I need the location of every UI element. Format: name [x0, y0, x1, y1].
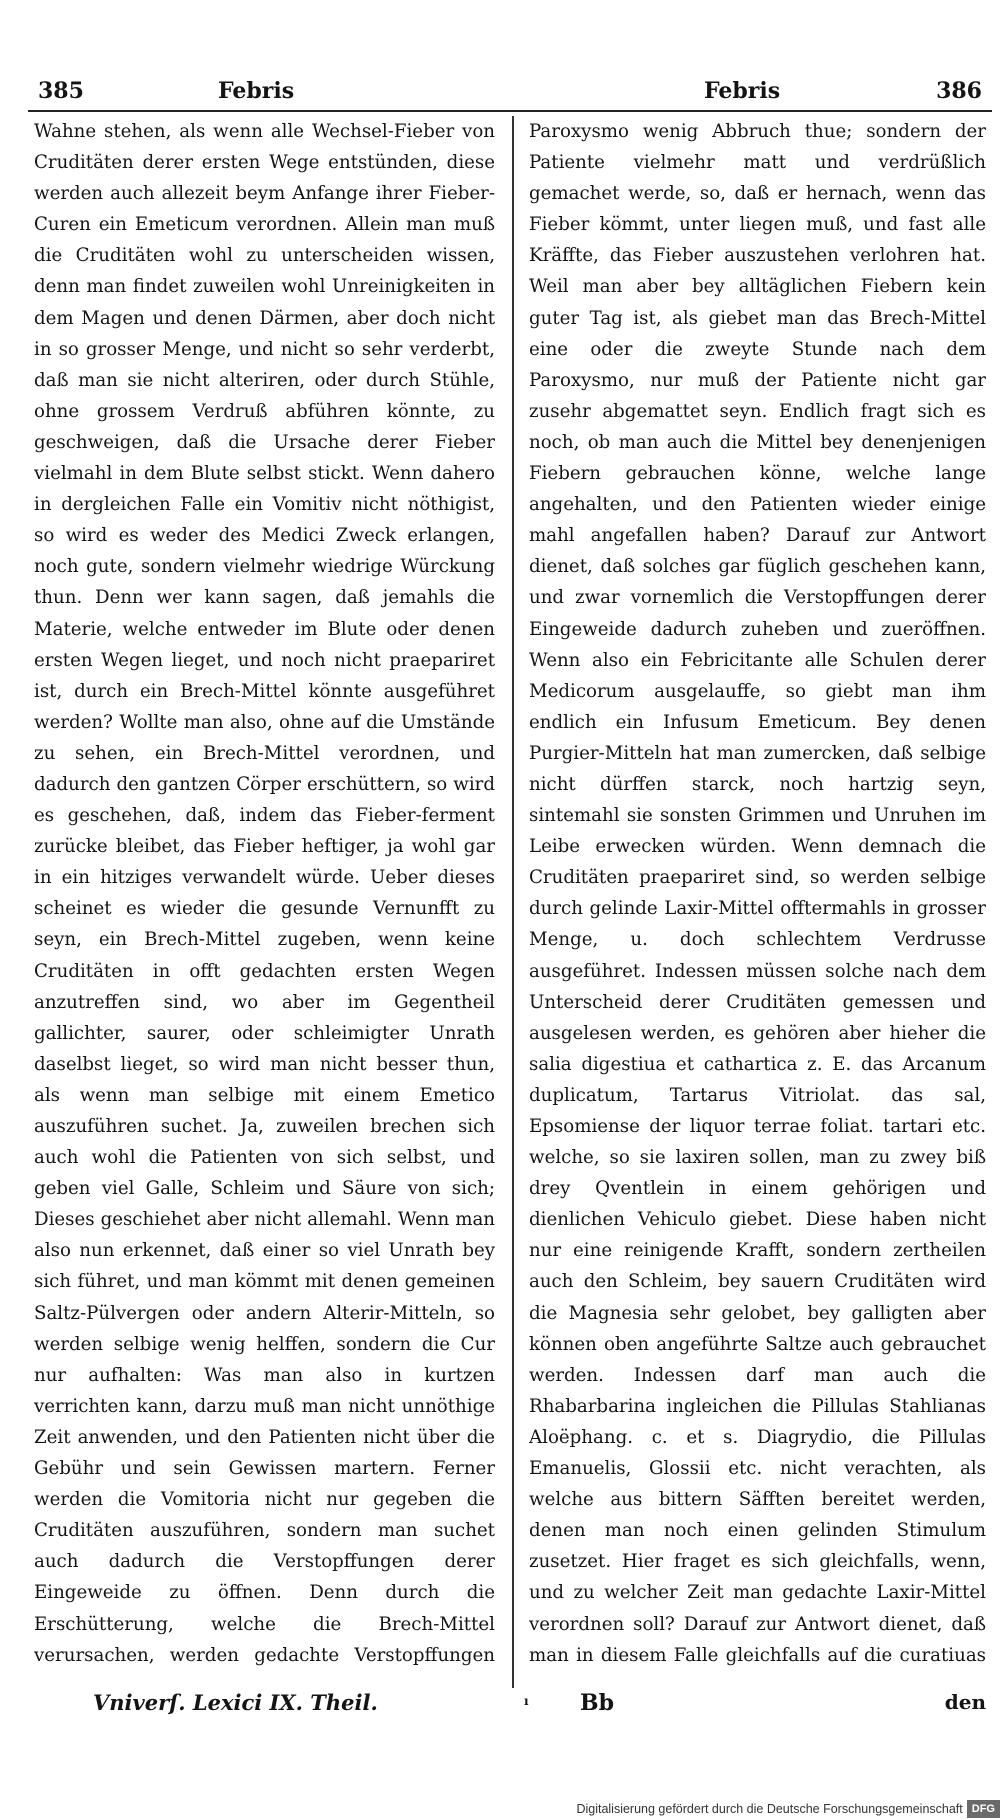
- headword-left: Febris: [218, 78, 295, 104]
- book-page: [28, 72, 992, 1792]
- column-right-text: Paroxysmo wenig Abbruch thue; sondern der Patiente vielmehr matt und verdrüßlich gemachet werde, so, daß er hernach, wenn das Fieber kömmt, unter liegen muß, und fast alle Kräffte, das Fieber auszustehen verlohren hat. Weil man aber bey alltäglichen Fiebern kein guter Tag ist, als giebet man das Brech-Mittel eine oder die zweyte Stunde nach dem Paroxysmo, nur muß der Patiente nicht gar zusehr abgemattet seyn. Endlich fragt sich es noch, ob man auch die Mittel bey denenjenigen Fiebern gebrauchen könne, welche lange angehalten, und den Patienten wieder einige mahl angefallen haben? Darauf zur Antwort dienet, daß solches gar füglich geschehen kann, und zwar vornemlich die Verstopffungen derer Eingeweide dadurch zuheben und zueröffnen. Wenn also ein Febricitante alle Schulen derer Medicorum ausgelauffe, so giebt man ihm endlich ein Infusum Emeticum. Bey denen Purgier-Mitteln hat man zumercken, daß selbige nicht dürffen starck, noch hartzig seyn, sintemahl sie sonsten Grimmen und Unruhen im Leibe erwecken würden. Wenn demnach die Cruditäten praepariret sind, so werden selbige durch gelinde Laxir-Mittel offtermahls in grosser Menge, u. doch schlechtem Verdrusse ausgeführet. Indessen müssen solche nach dem Unterscheid derer Cruditäten gemessen und ausgelesen werden, es gehören aber hieher die salia digestiua et cathartica z. E. das Arcanum duplicatum, Tartarus Vitriolat. das sal, Epsomiense der liquor terrae foliat. tartari etc. welche, so sie laxiren sollen, man zu zwey biß drey Qventlein in einem gehörigen und dienlichen Vehiculo giebet. Diese haben nicht nur eine reinigende Krafft, sondern zertheilen auch den Schleim, bey sauern Cruditäten wird die Magnesia sehr gelobet, bey galligten aber können oben angeführte Saltze auch gebrauchet werden. Indessen darf man auch die Rhabarbarina ingleichen die Pillulas Stahlianas Aloëphang. c. et s. Diagrydio, die Pillulas Emanuelis, Glossii etc. nicht verachten, als welche aus bittern Säfften bereitet werden, denen man noch einen gelinden Stimulum zusetzet. Hier fraget es sich gleichfalls, wenn, und zu welcher Zeit man gedachte Laxir-Mittel verordnen soll? Darauf zur Antwort dienet, daß man in diesem Falle gleichfalls auf die curatiuas: [529, 121, 986, 1666]
- page-number-left: 385: [38, 78, 84, 104]
- signature-mark: Bb: [580, 1690, 614, 1716]
- text-column-left: [34, 116, 495, 1672]
- credit-text: Digitalisierung gefördert durch die Deutsche Forschungsgemeinschaft: [576, 1802, 963, 1816]
- catchword: den: [944, 1690, 986, 1714]
- page-header: [28, 72, 992, 110]
- footer-mark: ı: [524, 1694, 529, 1708]
- header-rule: [28, 110, 992, 112]
- digitization-credit: [576, 1798, 1000, 1820]
- column-divider: [512, 116, 514, 1688]
- dfg-logo-icon: DFG: [967, 1800, 1000, 1818]
- text-column-right: [529, 116, 986, 1672]
- signature-line: Vniverſ. Lexici IX. Theil.: [93, 1690, 378, 1715]
- page-footer: [28, 1688, 992, 1728]
- headword-right: Febris: [704, 78, 781, 104]
- page-number-right: 386: [936, 78, 982, 104]
- column-left-text: Wahne stehen, als wenn alle Wechsel-Fieber von Cruditäten derer ersten Wege entstünden, diese werden auch allezeit beym Anfange ihrer Fieber-Curen ein Emeticum verordnen. Allein man muß die Cruditäten wohl zu unterscheiden wissen, denn man findet zuweilen wohl Unreinigkeiten in dem Magen und denen Därmen, aber doch nicht in so grosser Menge, und nicht so sehr verderbt, daß man sie nicht alteriren, oder durch Stühle, ohne grossem Verdruß abführen könnte, zu geschweigen, daß die Ursache derer Fieber vielmahl in dem Blute selbst stickt. Wenn dahero in dergleichen Falle ein Vomitiv nicht nöthigist, so wird es weder des Medici Zweck erlangen, noch gute, sondern vielmehr wiedrige Würckung thun. Denn wer kann sagen, daß jemahls die Materie, welche entweder im Blute oder denen ersten Wegen lieget, und noch nicht praepariret ist, durch ein Brech-Mittel könnte ausgeführet werden? Wollte man also, ohne auf die Umstände zu sehen, ein Brech-Mittel verordnen, und dadurch den gantzen Cörper erschüttern, so wird es geschehen, daß, indem das Fieber-ferment zurücke bleibet, das Fieber heftiger, ja wohl gar in ein hitziges verwandelt würde. Ueber dieses scheinet es wieder die gesunde Vernunfft zu seyn, ein Brech-Mittel zugeben, wenn keine Cruditäten in offt gedachten ersten Wegen anzutreffen sind, wo aber im Gegentheil gallichter, saurer, oder schleimigter Unrath daselbst lieget, so wird man nicht besser thun, als wenn man selbige mit einem Emetico auszuführen suchet. Ja, zuweilen brechen sich auch wohl die Patienten von sich selbst, und geben viel Galle, Schleim und Säure von sich; Dieses geschiehet aber nicht allemahl. Wenn man also nun erkennet, daß einer so viel Unrath bey sich führet, und man kömmt mit denen gemeinen Saltz-Pülvergen oder andern Alterir-Mitteln, so werden selbige wenig helffen, sondern die Cur nur aufhalten: Was man also in kurtzen verrichten kann, darzu muß man nicht unnöthige Zeit anwenden, und den Patienten nicht über die Gebühr und sein Gewissen martern. Ferner werden die Vomitoria nicht nur gegeben die Cruditäten auszuführen, sondern man suchet auch dadurch die Verstopffungen derer Eingeweide zu öffnen. Denn durch die Erschütterung, welche die Brech-Mittel verursachen, werden gedachte Verstopffungen: [34, 121, 495, 1666]
